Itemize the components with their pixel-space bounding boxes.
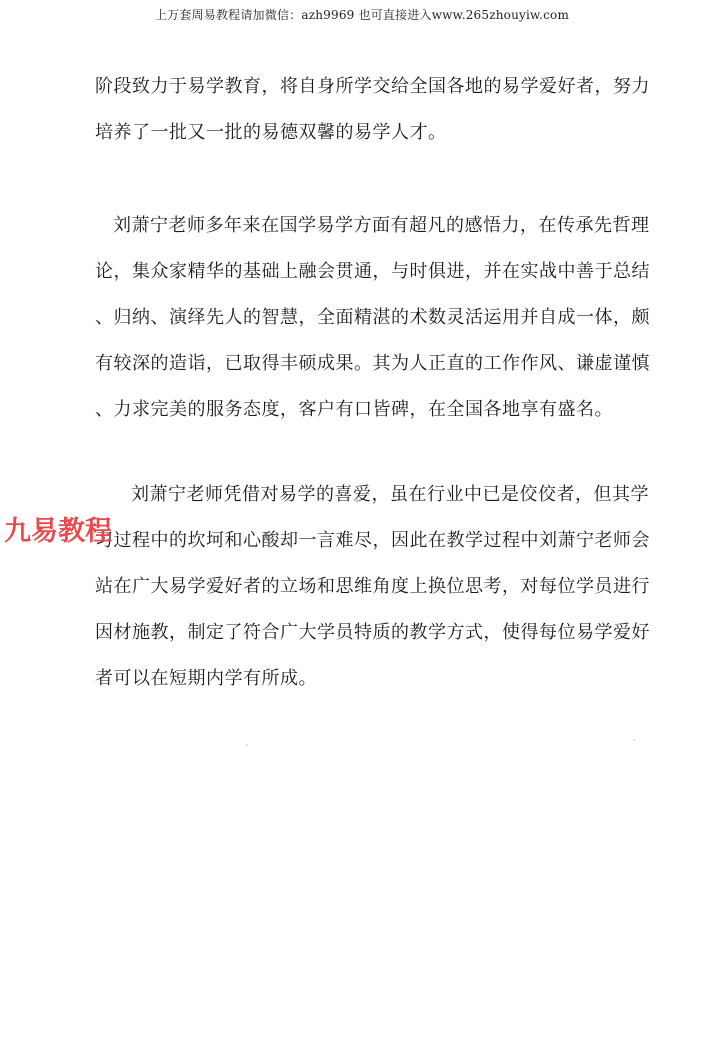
paragraph-2-line-4: 有较深的造诣，已取得丰硕成果。其为人正直的工作作风、谦虚谨慎 <box>95 353 650 374</box>
paragraph-3-line-4: 因材施教，制定了符合广大学员特质的教学方式，使得每位易学爱好 <box>95 622 650 643</box>
paragraph-2-line-3: 、归纳、演绎先人的智慧，全面精湛的术数灵活运用并自成一体，颇 <box>95 307 650 328</box>
paragraph-3-line-2: 习过程中的坎坷和心酸却一言难尽，因此在教学过程中刘萧宁老师会 <box>95 530 650 551</box>
paragraph-1-line-1: 阶段致力于易学教育，将自身所学交给全国各地的易学爱好者，努力 <box>95 76 650 97</box>
paragraph-1-line-2: 培养了一批又一批的易德双馨的易学人才。 <box>95 122 447 143</box>
scan-speck <box>246 744 248 746</box>
page-header: 上万套周易教程请加微信：azh9969 也可直接进入www.265zhouyiw.com <box>154 8 570 22</box>
scan-speck <box>633 739 635 741</box>
paragraph-2-line-1: 刘萧宁老师多年来在国学易学方面有超凡的感悟力，在传承先哲理 <box>113 215 650 236</box>
paragraph-3-line-1: 刘萧宁老师凭借对易学的喜爱，虽在行业中已是佼佼者，但其学 <box>131 484 649 505</box>
paragraph-3-line-3: 站在广大易学爱好者的立场和思维角度上换位思考，对每位学员进行 <box>95 576 650 597</box>
paragraph-3-line-5: 者可以在短期内学有所成。 <box>95 668 317 689</box>
watermark-logo: 九易教程 <box>4 516 112 547</box>
paragraph-2-line-5: 、力求完美的服务态度，客户有口皆碑，在全国各地享有盛名。 <box>95 399 613 420</box>
paragraph-2-line-2: 论，集众家精华的基础上融会贯通，与时俱进，并在实战中善于总结 <box>95 261 650 282</box>
